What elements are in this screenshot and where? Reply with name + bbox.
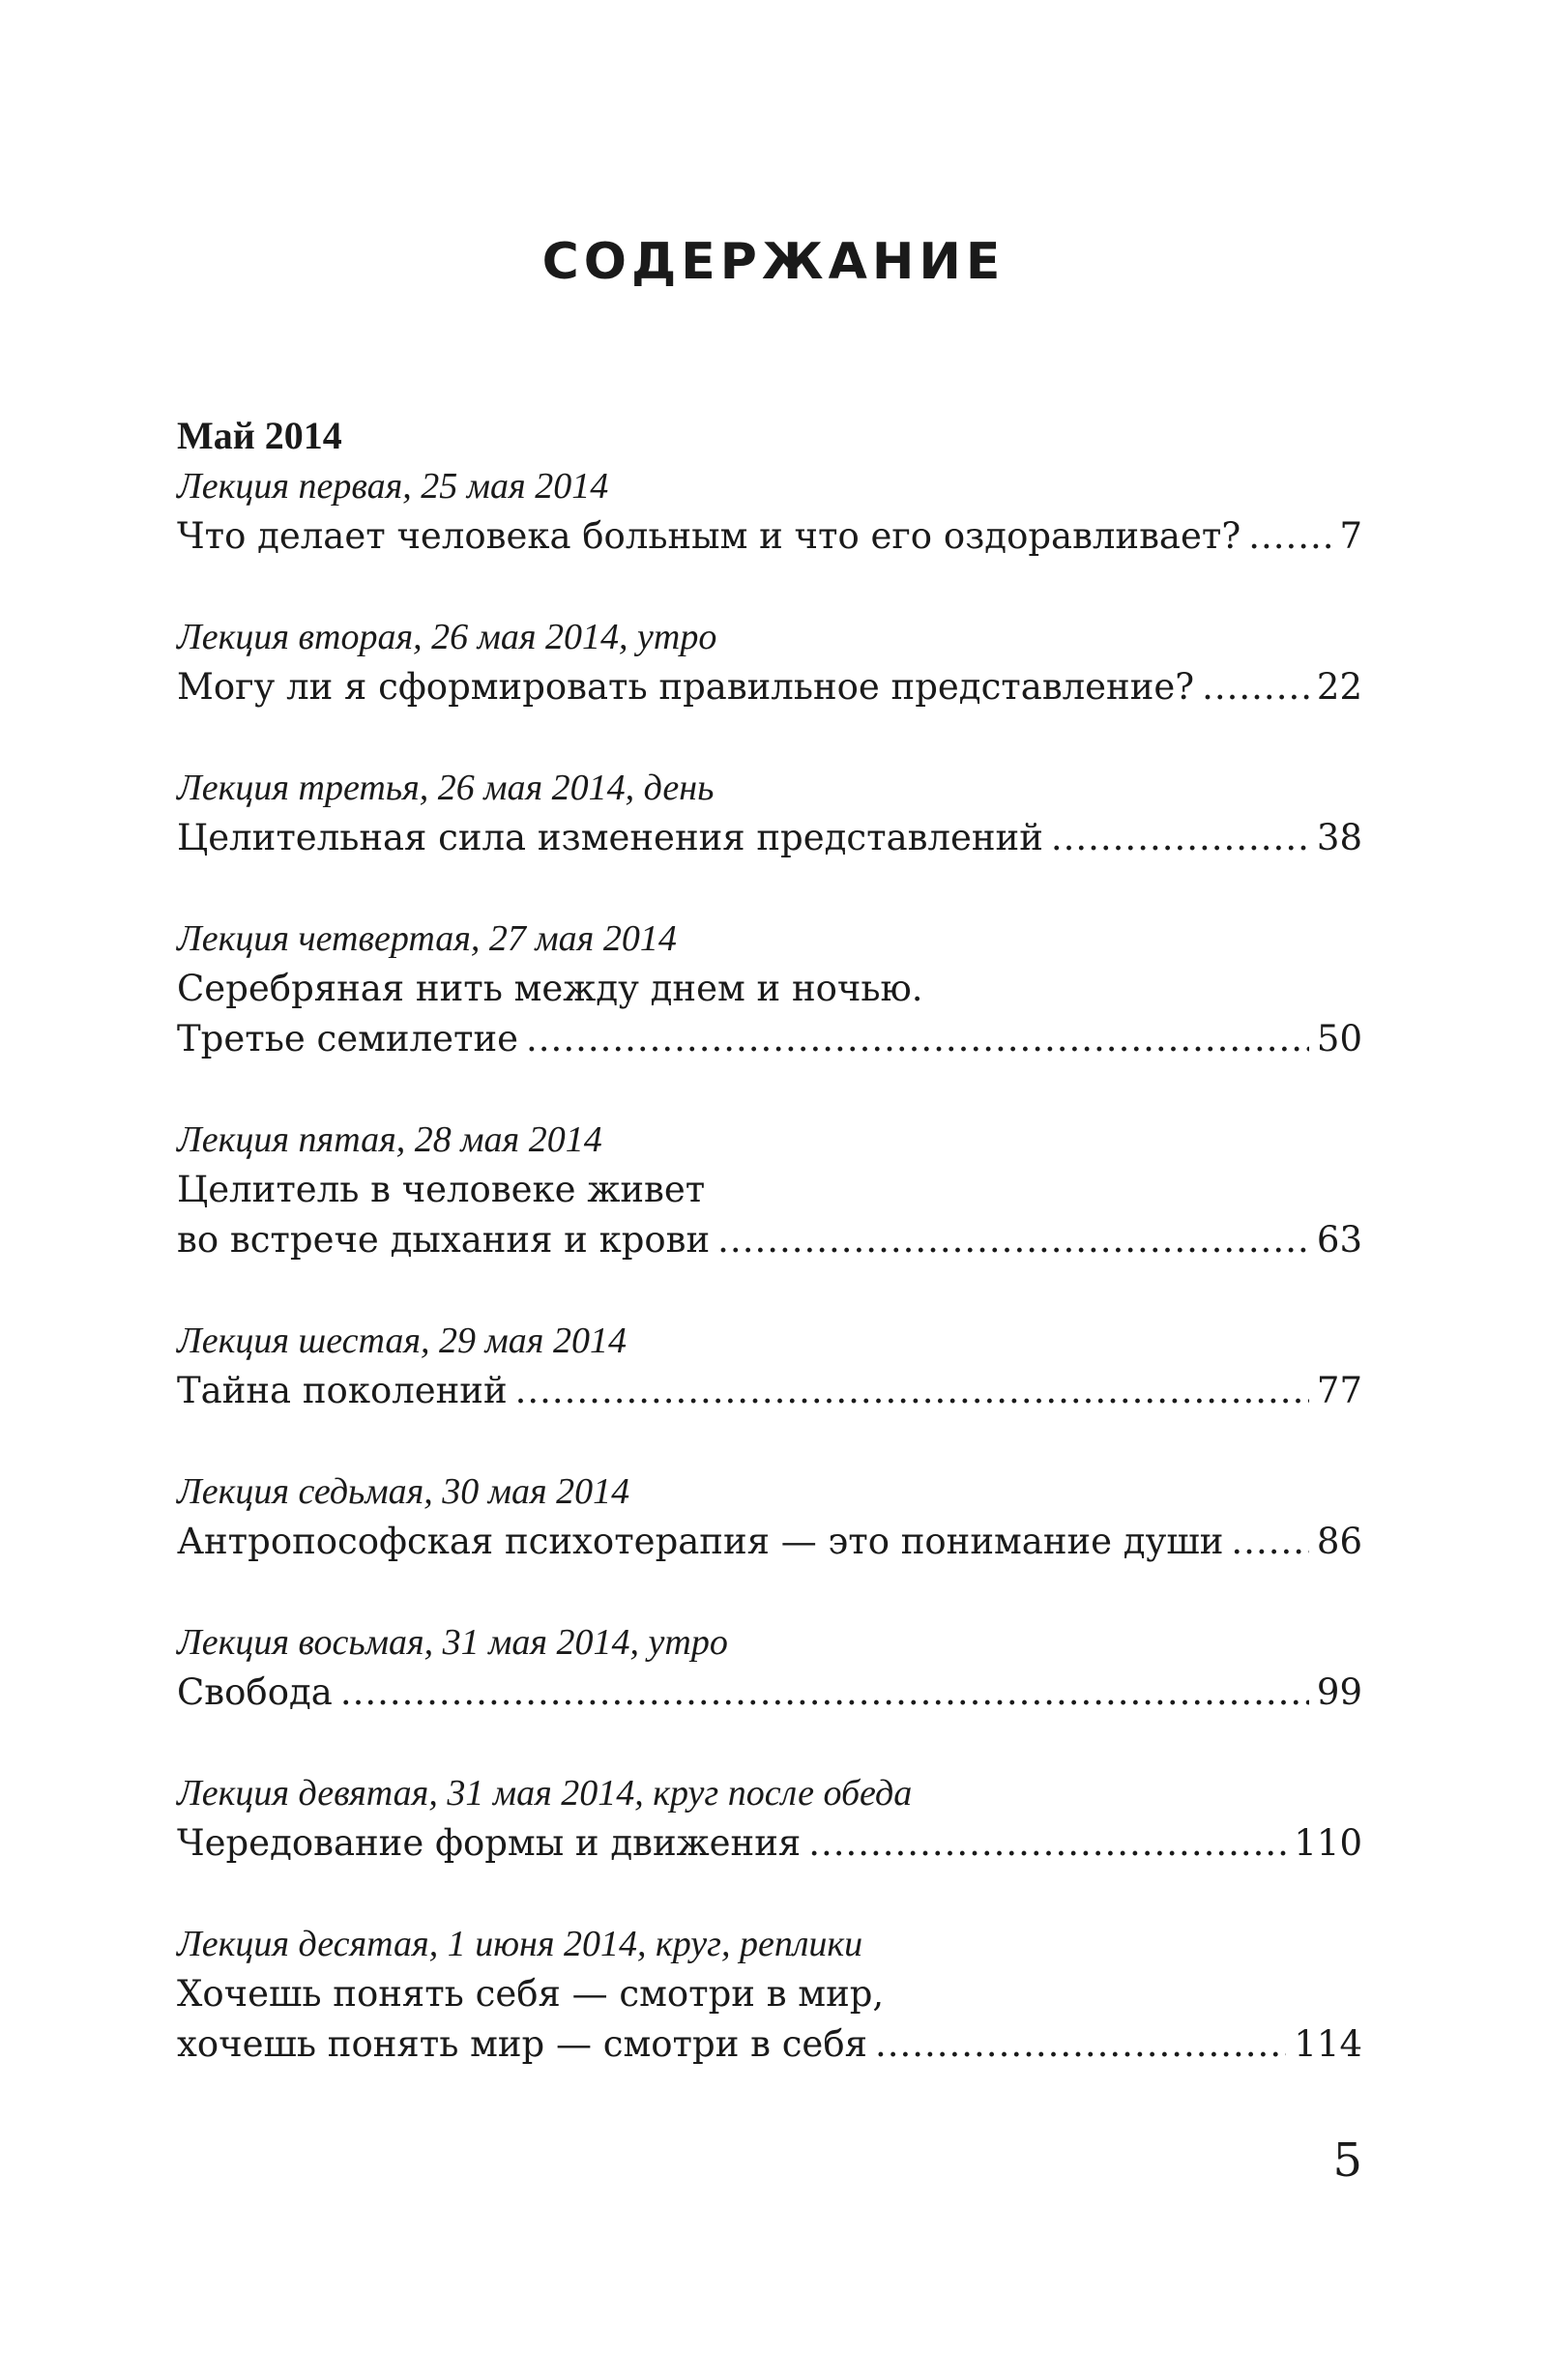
dot-leader [1051, 813, 1309, 863]
lecture-title: Тайна поколений [177, 1370, 508, 1411]
toc-line [177, 662, 1362, 712]
lecture-heading: Лекция восьмая, 31 мая 2014, утро [177, 1622, 728, 1663]
page-number: 110 [1294, 1822, 1362, 1864]
page-number: 114 [1294, 2023, 1362, 2065]
toc-entry [177, 1466, 1362, 1567]
toc-entry [177, 1919, 1362, 2070]
lecture-title: Целительная сила изменения представлений [177, 817, 1043, 858]
toc-line [177, 1668, 1362, 1718]
dot-leader [875, 2019, 1286, 2070]
lecture-heading: Лекция вторая, 26 мая 2014, утро [177, 617, 717, 657]
page-number: 99 [1316, 1671, 1362, 1713]
toc-line [177, 511, 1362, 562]
folio-page-number: 5 [1332, 2133, 1362, 2188]
lecture-title: Что делает человека больным и что его оздоравливает? [177, 515, 1241, 557]
toc-line [177, 1517, 1362, 1567]
dot-leader [808, 1818, 1286, 1869]
lecture-title: Антропософская психотерапия — это понимание души [177, 1521, 1224, 1562]
lecture-title: Чередование формы и движения [177, 1822, 802, 1864]
lecture-heading: Лекция десятая, 1 июня 2014, круг, реплики [177, 1924, 863, 1964]
lecture-title: хочешь понять мир — смотри в себя [177, 2023, 867, 2065]
lecture-title: Могу ли я сформировать правильное представление? [177, 666, 1195, 708]
section-heading: Май 2014 [177, 414, 342, 457]
toc-entry [177, 1316, 1362, 1416]
dot-leader [1202, 662, 1309, 712]
toc-entry [177, 1617, 1362, 1718]
page-number: 50 [1316, 1018, 1362, 1059]
page-number: 38 [1316, 817, 1362, 858]
toc-entry [177, 461, 1362, 562]
toc-entry [177, 763, 1362, 863]
table-of-contents [177, 411, 1362, 2120]
page-number: 77 [1316, 1370, 1362, 1411]
toc-entry [177, 1115, 1362, 1265]
dot-leader [340, 1668, 1309, 1718]
lecture-title: Серебряная нить между днем и ночью. [177, 968, 923, 1009]
lecture-heading: Лекция пятая, 28 мая 2014 [177, 1119, 602, 1160]
lecture-heading: Лекция седьмая, 30 мая 2014 [177, 1471, 630, 1512]
dot-leader [526, 1014, 1309, 1064]
toc-entry [177, 914, 1362, 1064]
lecture-heading: Лекция девятая, 31 мая 2014, круг после обеда [177, 1773, 913, 1814]
lecture-title: Свобода [177, 1671, 333, 1713]
lecture-heading: Лекция шестая, 29 мая 2014 [177, 1321, 627, 1361]
toc-line [177, 1014, 1362, 1064]
toc-line [177, 2019, 1362, 2070]
page-number: 7 [1339, 515, 1362, 557]
toc-line [177, 1215, 1362, 1265]
toc-line [177, 813, 1362, 863]
dot-leader [515, 1366, 1309, 1416]
dot-leader [1231, 1517, 1308, 1567]
lecture-title: во встрече дыхания и крови [177, 1219, 711, 1261]
toc-line [177, 1818, 1362, 1869]
lecture-heading: Лекция третья, 26 мая 2014, день [177, 768, 715, 808]
page-title: СОДЕРЖАНИЕ [541, 233, 1006, 291]
toc-line [177, 1366, 1362, 1416]
page-number: 22 [1316, 666, 1362, 708]
toc-entry [177, 612, 1362, 712]
toc-entry [177, 1768, 1362, 1869]
lecture-heading: Лекция четвертая, 27 мая 2014 [177, 918, 677, 959]
dot-leader [1248, 511, 1331, 562]
page-number: 63 [1316, 1219, 1362, 1261]
lecture-title: Хочешь понять себя — смотри в мир, [177, 1973, 885, 2015]
lecture-heading: Лекция первая, 25 мая 2014 [177, 466, 609, 507]
lecture-title: Третье семилетие [177, 1018, 519, 1059]
dot-leader [717, 1215, 1309, 1265]
page-number: 86 [1316, 1521, 1362, 1562]
lecture-title: Целитель в человеке живет [177, 1169, 706, 1210]
